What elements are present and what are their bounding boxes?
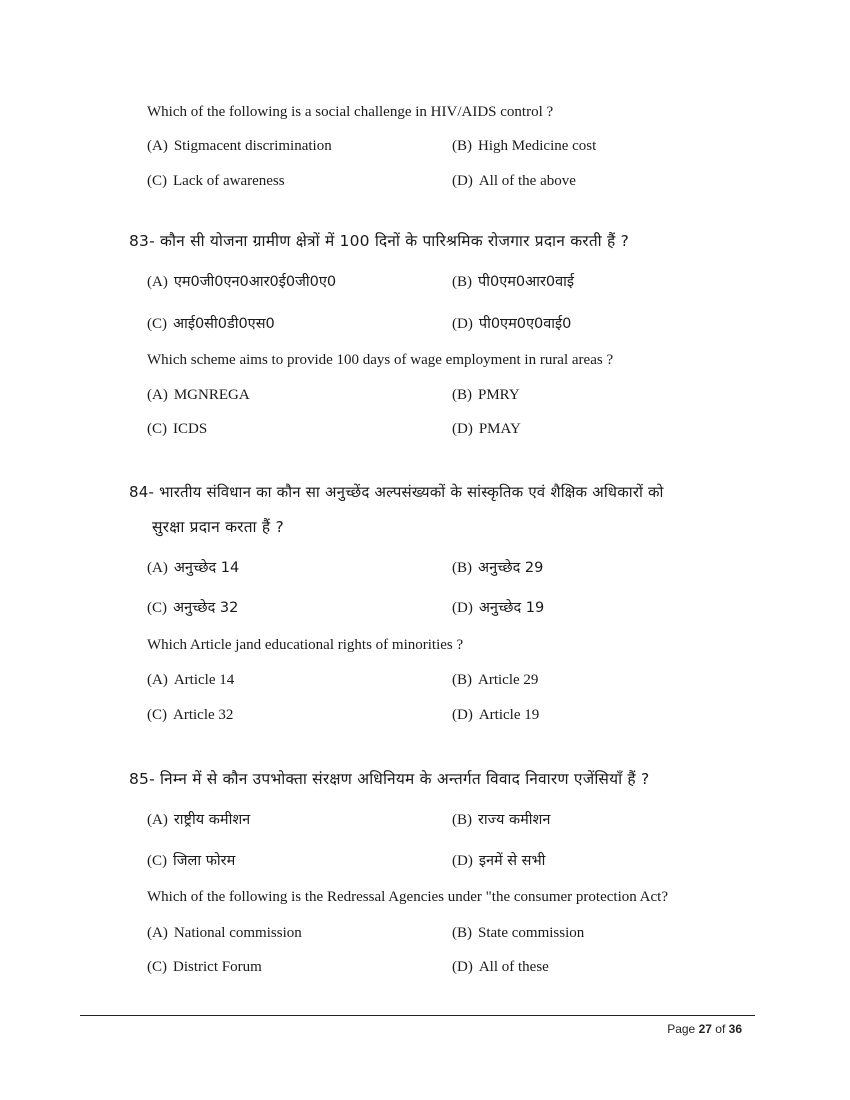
option-tag: (D) <box>452 959 473 975</box>
q82-option-d-en <box>452 173 576 190</box>
q85-question-en: Which of the following is the Redressal Agencies under "the consumer protection Act? <box>147 889 668 905</box>
option-tag: (A) <box>147 812 168 828</box>
q83-question-en: Which scheme aims to provide 100 days of wage employment in rural areas ? <box>147 352 614 368</box>
option-text: आई0सी0डी0एस0 <box>173 316 275 332</box>
option-text: अनुच्छेद 19 <box>478 600 545 616</box>
option-text: PMAY <box>478 421 521 437</box>
option-tag: (B) <box>452 138 472 154</box>
q85-question-hi: 85- निम्न में से कौन उपभोक्ता संरक्षण अधिनियम के अन्तर्गत विवाद निवारण एजेंसियाँ हैं ? <box>129 770 650 788</box>
q82-option-b-en <box>452 138 596 155</box>
option-tag: (D) <box>452 316 473 332</box>
option-text: Article 19 <box>478 707 540 723</box>
q84-option-c-hi <box>147 597 238 617</box>
option-tag: (A) <box>147 138 168 154</box>
option-tag: (C) <box>147 959 167 975</box>
q85-option-b-en <box>452 925 584 942</box>
option-text: राज्य कमीशन <box>478 812 551 828</box>
q83-option-d-en <box>452 421 521 438</box>
q83-question-hi: 83- कौन सी योजना ग्रामीण क्षेत्रों में 100 दिनों के पारिश्रमिक रोजगार प्रदान करती हैं ? <box>129 232 629 250</box>
option-tag: (C) <box>147 707 167 723</box>
option-tag: (B) <box>452 812 472 828</box>
option-text: Article 14 <box>173 672 235 688</box>
option-text: All of the above <box>478 173 576 189</box>
footer-divider <box>80 1015 755 1016</box>
q85-option-d-hi <box>452 850 545 870</box>
q83-option-b-en <box>452 387 520 404</box>
q85-option-c-en <box>147 959 262 976</box>
q84-option-a-hi <box>147 557 239 577</box>
page-number-footer <box>667 1022 742 1036</box>
q83-option-c-hi <box>147 313 275 333</box>
option-text: Lack of awareness <box>173 173 285 189</box>
q83-option-a-hi <box>147 271 336 291</box>
option-tag: (B) <box>452 925 472 941</box>
option-text: अनुच्छेद 32 <box>173 600 239 616</box>
option-text: Article 29 <box>478 672 539 688</box>
q85-option-c-hi <box>147 850 235 870</box>
option-tag: (A) <box>147 387 168 403</box>
q85-option-b-hi <box>452 809 550 829</box>
q83-option-b-hi <box>452 271 574 291</box>
option-text: High Medicine cost <box>478 138 597 154</box>
option-text: State commission <box>478 925 585 941</box>
option-tag: (A) <box>147 925 168 941</box>
option-text: Stigmacent discrimination <box>173 138 332 154</box>
option-text: PMRY <box>478 387 520 403</box>
option-text: अनुच्छेद 14 <box>173 560 240 576</box>
option-text: पी0एम0ए0वाई0 <box>478 316 572 332</box>
q84-option-a-en <box>147 672 234 689</box>
q83-option-a-en <box>147 387 250 404</box>
q84-question-en: Which Article jand educational rights of minorities ? <box>147 637 464 653</box>
option-tag: (C) <box>147 853 167 869</box>
q84-question-hi-line1: 84- भारतीय संविधान का कौन सा अनुच्छेंद अल्पसंख्यकों के सांस्कृतिक एवं शैक्षिक अधिकारों को <box>129 483 664 501</box>
q84-option-b-hi <box>452 557 543 577</box>
option-tag: (C) <box>147 173 167 189</box>
q83-option-d-hi <box>452 313 571 333</box>
option-tag: (D) <box>452 707 473 723</box>
current-page-number: 27 <box>698 1022 712 1036</box>
page-label: Page <box>667 1022 696 1036</box>
option-tag: (D) <box>452 421 473 437</box>
option-tag: (A) <box>147 274 168 290</box>
option-tag: (B) <box>452 387 472 403</box>
option-text: ICDS <box>173 421 208 437</box>
total-pages-number: 36 <box>728 1022 742 1036</box>
option-text: राष्ट्रीय कमीशन <box>173 812 251 828</box>
option-tag: (B) <box>452 672 472 688</box>
q84-option-d-en <box>452 707 539 724</box>
q84-option-c-en <box>147 707 233 724</box>
q84-option-b-en <box>452 672 538 689</box>
option-tag: (C) <box>147 600 167 616</box>
option-tag: (B) <box>452 560 472 576</box>
option-tag: (D) <box>452 600 473 616</box>
option-tag: (C) <box>147 316 167 332</box>
q85-option-a-en <box>147 925 302 942</box>
option-tag: (D) <box>452 173 473 189</box>
q83-option-c-en <box>147 421 207 438</box>
q85-option-d-en <box>452 959 549 976</box>
option-text: All of these <box>478 959 549 975</box>
option-text: District Forum <box>173 959 262 975</box>
option-text: National commission <box>173 925 302 941</box>
option-text: एम0जी0एन0आर0ई0जी0ए0 <box>173 274 337 290</box>
option-tag: (C) <box>147 421 167 437</box>
option-text: MGNREGA <box>173 387 250 403</box>
q84-option-d-hi <box>452 597 544 617</box>
option-tag: (A) <box>147 672 168 688</box>
q82-option-a-en <box>147 138 332 155</box>
q82-question-en: Which of the following is a social challenge in HIV/AIDS control ? <box>147 104 554 120</box>
option-text: Article 32 <box>173 707 234 723</box>
q85-option-a-hi <box>147 809 250 829</box>
of-label: of <box>715 1022 726 1036</box>
option-text: पी0एम0आर0वाई <box>478 274 575 290</box>
q82-option-c-en <box>147 173 285 190</box>
option-tag: (D) <box>452 853 473 869</box>
option-tag: (B) <box>452 274 472 290</box>
option-tag: (A) <box>147 560 168 576</box>
option-text: जिला फोरम <box>173 853 236 869</box>
option-text: अनुच्छेद 29 <box>478 560 544 576</box>
q84-question-hi-line2: सुरक्षा प्रदान करता हैं ? <box>152 518 284 536</box>
option-text: इनमें से सभी <box>478 853 546 869</box>
